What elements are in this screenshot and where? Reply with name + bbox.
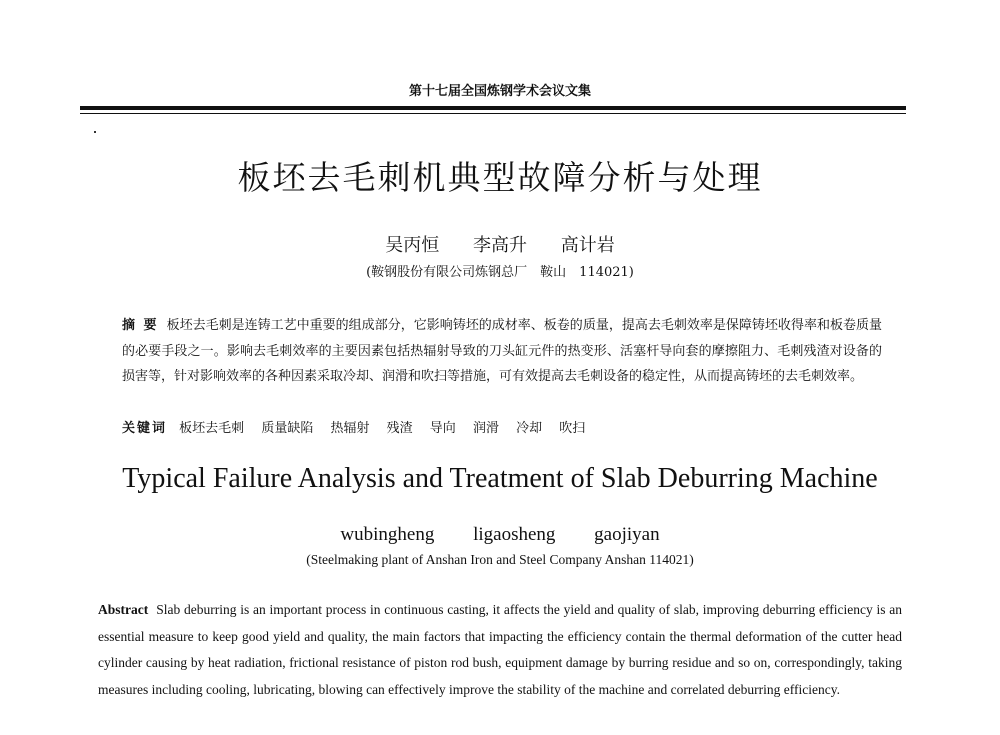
author-en: gaojiyan (594, 524, 660, 545)
authors-en (0, 524, 1000, 546)
keywords-zh (122, 416, 882, 441)
authors-zh (0, 231, 1000, 257)
author-en: wubingheng (340, 524, 435, 545)
keyword-zh: 冷却 (516, 421, 543, 436)
paper-title-zh: 板坯去毛刺机典型故障分析与处理 (237, 158, 763, 197)
keyword-zh: 导向 (429, 421, 456, 436)
abstract-en-label: Abstract (98, 602, 149, 617)
paper-title-en: Typical Failure Analysis and Treatment of Slab Deburring Machine (122, 463, 878, 494)
affiliation-en: (Steelmaking plant of Anshan Iron and Steel Company Anshan 114021) (306, 552, 694, 567)
abstract-en (98, 597, 902, 703)
abstract-en-text: Slab deburring is an important process in continuous casting, it affects the yield and quality of slab, improving deburring efficiency is an essential measure to keep good yield and quality, the main factors that impacting the efficiency contain the thermal deformation of the cutter head cylinder causing by heat radiation, frictional resistance of piston rod bush, equipment damage by burring residue and so on, correspondingly, taking measures including cooling, lubricating, blowing can effectively improve the stability of the machine and correlated deburring efficiency. (98, 602, 902, 697)
scan-speck (94, 131, 96, 133)
abstract-zh (122, 313, 882, 390)
keyword-zh: 润滑 (472, 421, 499, 436)
running-header: 第十七届全国炼钢学术会议文集 (408, 84, 591, 99)
author-en: ligaosheng (473, 524, 556, 545)
author-zh: 李高升 (473, 235, 527, 256)
abstract-zh-label: 摘 要 (122, 318, 159, 333)
header-rule-thick (80, 106, 906, 110)
author-zh: 高计岩 (560, 235, 615, 256)
author-zh: 吴丙恒 (385, 235, 440, 256)
keyword-zh: 热辐射 (330, 421, 370, 436)
header-rule-thin (80, 113, 906, 114)
keyword-zh: 残渣 (386, 421, 413, 436)
abstract-zh-text: 板坯去毛刺是连铸工艺中重要的组成部分，它影响铸坯的成材率、板卷的质量，提高去毛刺效率是保障铸坯收得率和板卷质量的必要手段之一。影响去毛刺效率的主要因素包括热辐射导致的刀头缸元件的热变形、活塞杆导向套的摩擦阻力、毛刺残渣对设备的损害等，针对影响效率的各种因素采取冷却、润滑和吹扫等措施，可有效提高去毛刺设备的稳定性，从而提高铸坯的去毛刺效率。 (122, 318, 882, 384)
keywords-zh-label: 关键词 (122, 421, 168, 436)
keyword-zh: 质量缺陷 (261, 421, 314, 436)
keyword-zh: 板坯去毛刺 (179, 421, 245, 436)
keyword-zh: 吹扫 (559, 421, 586, 436)
affiliation-zh: (鞍钢股份有限公司炼钢总厂 鞍山 114021) (366, 265, 634, 280)
